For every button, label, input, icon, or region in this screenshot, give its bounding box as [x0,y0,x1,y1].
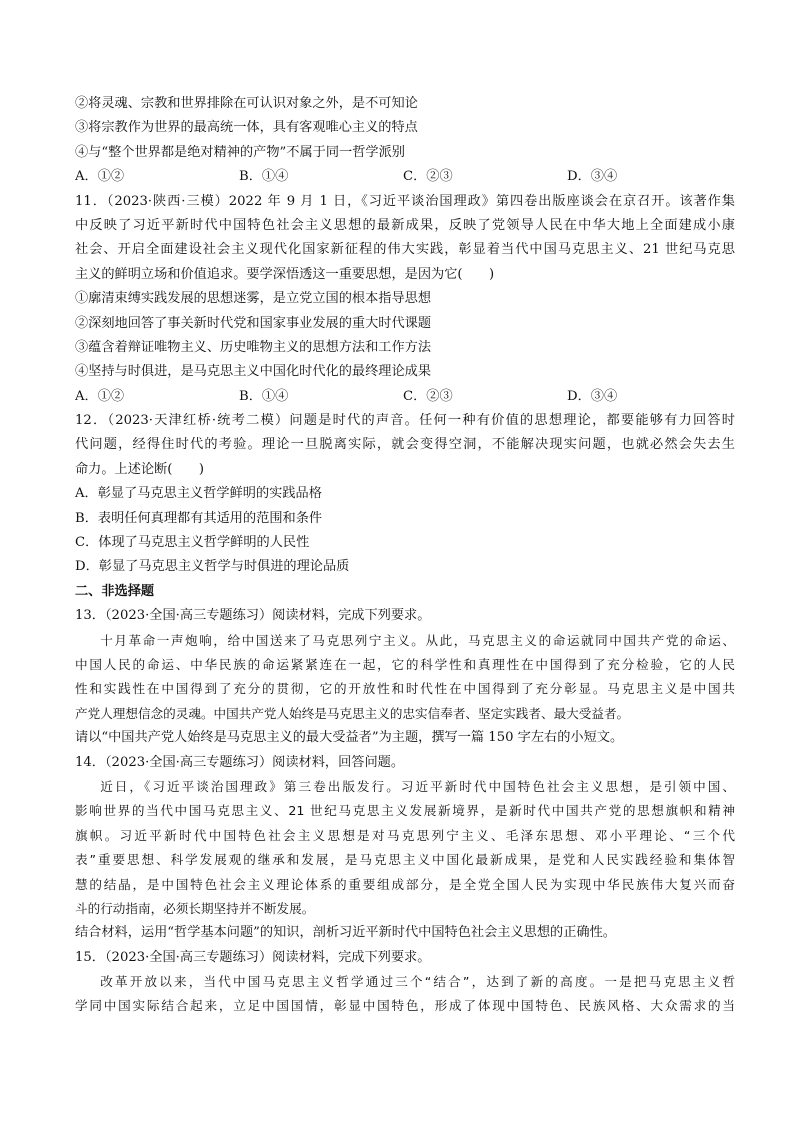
q13-material-1: 十月革命一声炮响，给中国送来了马克思列宁主义。从此，马克思主义的命运就同中国共产党的命运、 [100,632,735,648]
q13-material-2: 中国人民的命运、中华民族的命运紧紧连在一起，它的科学性和真理性在中国得到了充分检验，它的人民 [75,656,735,672]
q12-line-1: 12．（2023·天津红桥·统考二模）问题是时代的声音。任何一种有价值的思想理论，都要能够有力回答时 [75,413,735,429]
document-page [75,92,735,1019]
choice-b: B．①④ [239,169,289,185]
q12-line-2: 代问题，经得住时代的考验。理论一旦脱离实际，就会变得空洞，不能解决现实问题，也就必然会失去生 [75,437,735,453]
q15-material-2: 学同中国实际结合起来，立足中国国情，彰显中国特色，形成了体现中国特色、民族风格、大众需求的当 [75,998,735,1014]
q14-head: 14．（2023·全国·高三专题练习）阅读材料，回答问题。 [75,754,405,770]
q12-choice-c: C．体现了马克思主义哲学鲜明的人民性 [75,535,310,551]
choice-b: B．①④ [239,388,289,404]
q11-line-1: 11．（2023·陕西·三模）2022 年 9 月 1 日，《习近平谈治国理政》第四卷出版座谈会在京召开。该著作集 [75,193,735,209]
q11-line-3: 社会、开启全面建设社会主义现代化国家新征程的伟大实践，彰显着当代中国马克思主义、21 世纪马克思 [75,242,735,258]
q11-line-4: 主义的鲜明立场和价值追求。要学深悟透这一重要思想，是因为它( ) [75,266,495,282]
q14-material-5: 慧的结晶，是中国特色社会主义理论体系的重要组成部分，是全党全国人民为实现中华民族伟大复兴而奋 [75,876,735,892]
q14-material-3: 旗帜。习近平新时代中国特色社会主义思想是对马克思列宁主义、毛泽东思想、邓小平理论、“三个代 [75,827,735,843]
option-4: ④与“整个世界都是绝对精神的产物”不属于同一哲学派别 [75,144,405,160]
q11-option-3: ③蕴含着辩证唯物主义、历史唯物主义的思想方法和工作方法 [75,339,432,355]
q11-option-4: ④坚持与时俱进，是马克思主义中国化时代化的最终理论成果 [75,364,432,380]
choice-c: C．②③ [403,388,453,404]
q11-option-1: ①廓清束缚实践发展的思想迷雾，是立党立国的根本指导思想 [75,291,432,307]
q12-choice-d: D．彰显了马克思主义哲学与时俱进的理论品质 [75,559,350,575]
q13-head: 13．（2023·全国·高三专题练习）阅读材料，完成下列要求。 [75,608,431,624]
q12-choice-b: B．表明任何真理都有其适用的范围和条件 [75,510,323,526]
q14-task: 结合材料，运用“哲学基本问题”的知识，剖析习近平新时代中国特色社会主义思想的正确性。 [75,925,616,941]
q14-material-2: 影响世界的当代中国马克思主义、21 世纪马克思主义发展新境界，是新时代中国共产党的思想旗帜和精神 [75,803,735,819]
option-2: ②将灵魂、宗教和世界排除在可认识对象之外，是不可知论 [75,96,418,111]
q15-head: 15．（2023·全国·高三专题练习）阅读材料，完成下列要求。 [75,949,431,965]
option-3: ③将宗教作为世界的最高统一体，具有客观唯心主义的特点 [75,120,418,136]
choice-a: A．①② [75,388,125,404]
answer-choices-q11 [75,385,735,409]
q14-material-4: 表”重要思想、科学发展观的继承和发展，是马克思主义中国化最新成果，是党和人民实践经验和集体智 [75,852,735,868]
choice-d: D．③④ [567,388,618,404]
q12-choice-a: A．彰显了马克思主义哲学鲜明的实践品格 [75,486,322,502]
q11-line-2: 中反映了习近平新时代中国特色社会主义思想的最新成果，反映了党领导人民在中华大地上全面建成小康 [75,217,735,233]
choice-c: C．②③ [403,169,453,185]
choice-a: A．①② [75,169,125,185]
q13-material-3: 性和实践性在中国得到了充分的贯彻，它的开放性和时代性在中国得到了充分彰显。马克思主义是中国共 [75,681,735,697]
q11-option-2: ②深刻地回答了事关新时代党和国家事业发展的重大时代课题 [75,315,432,331]
q14-material-1: 近日，《习近平谈治国理政》第三卷出版发行。习近平新时代中国特色社会主义思想，是引领中国、 [100,778,735,794]
q13-material-4: 产党人理想信念的灵魂。中国共产党人始终是马克思主义的忠实信奉者、坚定实践者、最大受益者。 [75,705,630,721]
answer-choices-q10 [75,165,735,189]
q13-task: 请以“中国共产党人始终是马克思主义的最大受益者”为主题，撰写一篇 150 字左右的小短文。 [75,730,624,746]
section-title: 二、非选择题 [75,583,155,599]
q12-line-3: 命力。上述论断( ) [75,461,204,477]
q14-material-6: 斗的行动指南，必须长期坚持并不断发展。 [75,900,315,916]
choice-d: D．③④ [567,169,618,185]
q15-material-1: 改革开放以来，当代中国马克思主义哲学通过三个“结合”，达到了新的高度。一是把马克思主义哲 [100,974,735,990]
